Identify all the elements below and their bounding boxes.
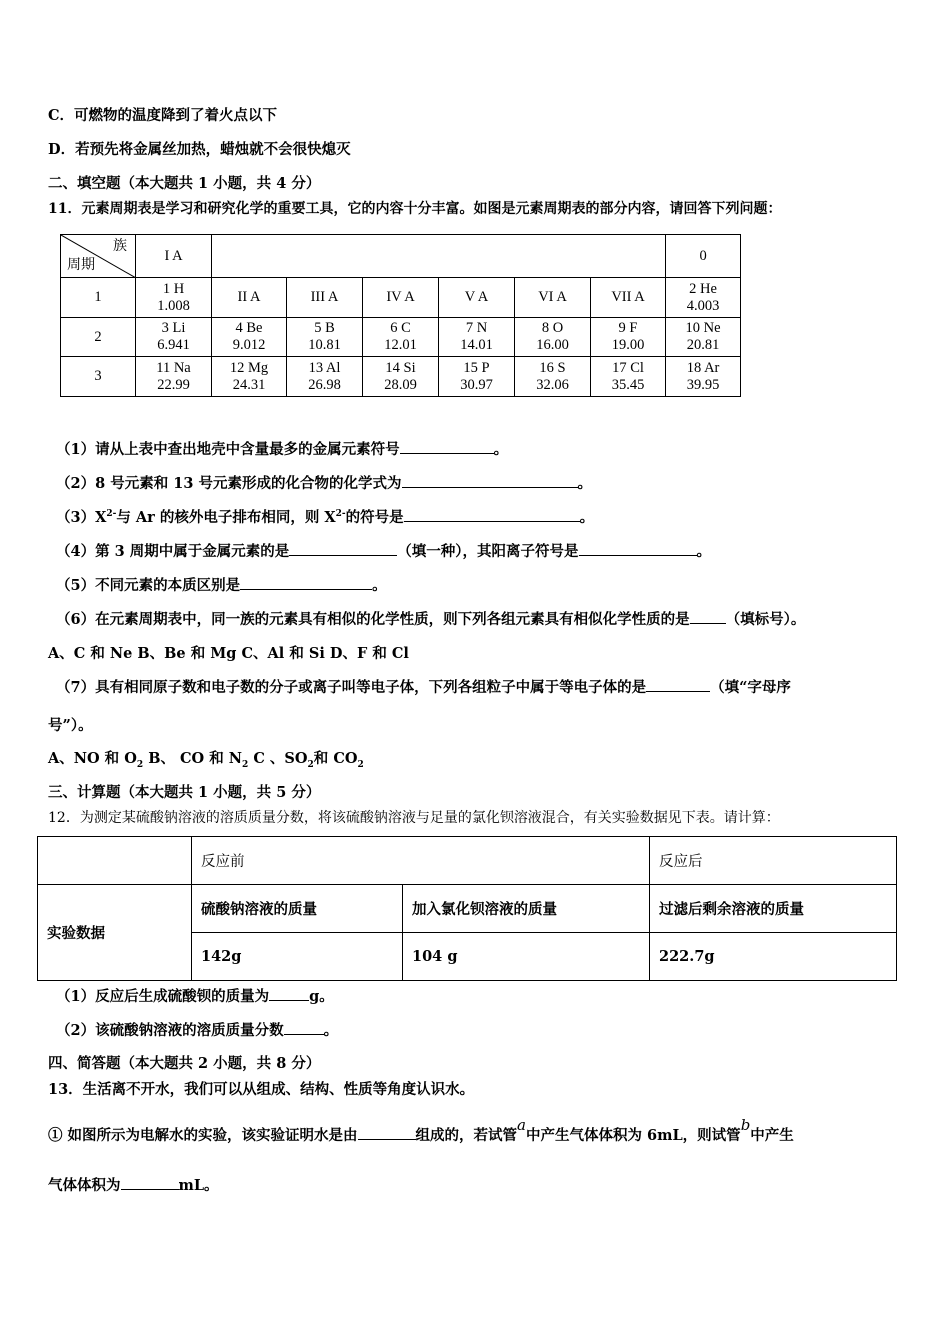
option-d: D．若预先将金属丝加热，蜡烛就不会很快熄灭 [48,141,351,158]
calc-question-1: （1）反应后生成硫酸钡的质量为 g。 [56,988,334,1005]
group-header: 族 [113,238,127,254]
table-corner-cell [61,235,136,278]
sub-question-7-options: A、NO 和 $O_2$ B、 CO 和 $N_2$ C 、$SO_2$和 $CO_2$ [48,750,364,770]
group-label: IV A [363,278,439,318]
sub-question-6-options: A、C 和 Ne B、Be 和 Mg C、Al 和 Si D、F 和 Cl [48,645,409,662]
col-header-0: 0 [666,235,741,278]
answer-blank[interactable] [240,575,372,590]
sub-question-4: （4）第 3 周期中属于金属元素的是 （填一种），其阳离子符号是 。 [56,543,712,560]
group-label: VI A [515,278,591,318]
experiment-data-table [37,836,897,981]
group-label: III A [287,278,363,318]
section3-title: 三、计算题（本大题共 1 小题，共 5 分） [48,784,321,801]
option-c: C．可燃物的温度降到了着火点以下 [48,107,278,124]
element-cell: 8 O 16.00 [515,318,591,357]
period-header: 周期 [67,257,95,273]
element-cell: 3 Li 6.941 [136,318,212,357]
element-cell: 9 F 19.00 [591,318,666,357]
answer-blank[interactable] [404,507,580,522]
group-label: II A [212,278,287,318]
element-cell: 1 H 1.008 [136,278,212,318]
header-barium-chloride: 加入氯化钡溶液的质量 [403,885,650,933]
element-cell: 2 He 4.003 [666,278,741,318]
element-cell: 4 Be 9.012 [212,318,287,357]
answer-blank[interactable] [284,1020,324,1035]
question-11: 11．元素周期表是学习和研究化学的重要工具，它的内容十分丰富。如图是元素周期表的部分内容，请回答下列问题： [48,201,782,217]
element-cell: 12 Mg 24.31 [212,357,287,397]
element-cell: 17 Cl 35.45 [591,357,666,397]
sub-question-5: （5）不同元素的本质区别是 。 [56,577,387,594]
sub-question-3: $(3)X^{2-}$与 Ar 的核外电子排布相同，则 $X^{2-}$的符号是 。 [56,509,595,526]
period-cell: 3 [61,357,136,397]
period-cell: 1 [61,278,136,318]
answer-blank[interactable] [121,1175,179,1190]
tube-a-label: a [517,1116,526,1134]
empty-cell [38,837,192,885]
answer-blank[interactable] [646,677,710,692]
group-label: V A [439,278,515,318]
answer-blank[interactable] [579,541,697,556]
header-remaining-solution: 过滤后剩余溶液的质量 [650,885,897,933]
header-sodium-sulfate: 硫酸钠溶液的质量 [192,885,403,933]
col-header-blank [212,235,666,278]
element-cell: 16 S 32.06 [515,357,591,397]
answer-blank[interactable] [400,439,494,454]
question-13: 13．生活离不开水，我们可以从组成、结构、性质等角度认识水。 [48,1081,475,1098]
answer-blank[interactable] [289,541,397,556]
element-cell: 11 Na 22.99 [136,357,212,397]
element-cell: 6 C 12.01 [363,318,439,357]
element-cell: 15 P 30.97 [439,357,515,397]
answer-blank[interactable] [690,609,726,624]
answer-blank[interactable] [358,1125,416,1140]
tube-b-label: b [740,1116,751,1134]
element-cell: 14 Si 28.09 [363,357,439,397]
sub-question-1: （1）请从上表中查出地壳中含量最多的金属元素符号 。 [56,441,509,458]
group-label: VII A [591,278,666,318]
sub-question-2: （2）8 号元素和 13 号元素形成的化合物的化学式为 。 [56,475,592,492]
sub-question-6: （6）在元素周期表中，同一族的元素具有相似的化学性质，则下列各组元素具有相似化学性质的是 （填标号）。 [56,611,806,628]
value-sodium-sulfate: 142g [192,933,403,981]
sub-question-7: （7）具有相同原子数和电子数的分子或离子叫等电子体，下列各组粒子中属于等电子体的是 （填“字母序 [56,679,791,696]
element-cell: 5 B 10.81 [287,318,363,357]
element-cell: 18 Ar 39.95 [666,357,741,397]
sub-question-7-cont: 号”）。 [48,717,93,734]
value-remaining-solution: 222.7g [650,933,897,981]
calc-question-2: （2）该硫酸钠溶液的溶质质量分数 。 [56,1022,339,1039]
element-cell: 10 Ne 20.81 [666,318,741,357]
col-header-ia: I A [136,235,212,278]
periodic-table [60,234,741,397]
row-label: 实验数据 [38,885,192,981]
question-13-part-1: ① 如图所示为电解水的实验，该实验证明水是由 组成的，若试管a中产生气体体积为 6mL，则试管b中产生 [48,1116,794,1144]
section4-title: 四、简答题（本大题共 2 小题，共 8 分） [48,1055,321,1072]
section2-title: 二、填空题（本大题共 1 小题，共 4 分） [48,175,321,192]
element-cell: 13 Al 26.98 [287,357,363,397]
value-barium-chloride: 104 g [403,933,650,981]
period-cell: 2 [61,318,136,357]
after-header: 反应后 [650,837,897,885]
before-header: 反应前 [192,837,650,885]
answer-blank[interactable] [269,986,309,1001]
question-13-part-1-cont: 气体体积为 mL。 [48,1177,219,1194]
question-12: 12．为测定某硫酸钠溶液的溶质质量分数，将该硫酸钠溶液与足量的氯化钡溶液混合，有关实验数据见下表。请计算： [48,810,780,826]
element-cell: 7 N 14.01 [439,318,515,357]
answer-blank[interactable] [402,473,578,488]
